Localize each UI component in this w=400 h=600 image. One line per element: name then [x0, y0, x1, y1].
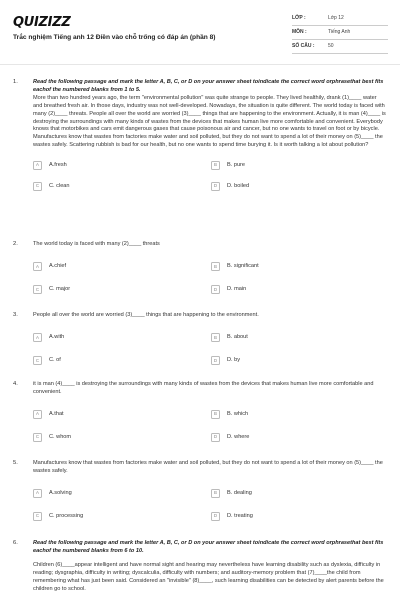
question-number: 4. — [13, 381, 18, 387]
option-d[interactable] — [211, 510, 253, 522]
question-number: 6. — [13, 540, 18, 546]
meta-row-count — [292, 40, 388, 54]
option-letter-box: C — [33, 285, 42, 294]
option-letter-box: A — [33, 410, 42, 419]
option-text: D. treating — [227, 512, 253, 519]
option-a[interactable] — [33, 261, 66, 273]
option-d[interactable] — [211, 284, 246, 296]
option-text: C. of — [49, 356, 61, 363]
question-instruction: Read the following passage and mark the letter A, B, C, or D on your answer sheet toindicate the correct word orphrasethat best fits eachof the numbered blanks from 6 to 10. — [33, 540, 384, 554]
option-letter-box: B — [211, 333, 220, 342]
header — [0, 0, 400, 64]
option-text: B. significant — [227, 262, 259, 269]
meta-value: 50 — [328, 43, 334, 50]
question-number: 1. — [13, 79, 18, 85]
option-d[interactable] — [211, 431, 249, 443]
option-letter-box: C — [33, 356, 42, 365]
option-text: A.solving — [49, 489, 72, 496]
meta-value: Lớp 12 — [328, 15, 344, 22]
option-text: D. boiled — [227, 182, 250, 189]
answer-options — [33, 408, 387, 442]
answer-options — [33, 487, 387, 521]
option-text: A.that — [49, 410, 64, 417]
option-a[interactable] — [33, 487, 72, 499]
meta-value: Tiếng Anh — [328, 29, 351, 36]
question-passage: Children (6)____appear intelligent and have normal sight and hearing may nevertheless have learning disability such as dyslexia, difficulty in reading; dysgraphia, difficulty in writing; dyscalculia, difficulty with numbers; and auditory-memory problem that (7)____the child from remembering what has just been said. Considered an "invisible" (8)____, such learning disabilities can be detected by alert parents before the children go to school. — [33, 562, 384, 592]
option-text: C. clean — [49, 182, 70, 189]
option-c[interactable] — [33, 431, 71, 443]
option-letter-box: D — [211, 356, 220, 365]
question-4 — [13, 381, 387, 442]
option-text: B. about — [227, 333, 248, 340]
option-b[interactable] — [211, 408, 248, 420]
option-c[interactable] — [33, 180, 70, 192]
option-text: D. by — [227, 356, 241, 363]
option-a[interactable] — [33, 408, 64, 420]
option-c[interactable] — [33, 510, 83, 522]
meta-table — [292, 12, 388, 54]
option-text: A.chief — [49, 262, 67, 269]
option-b[interactable] — [211, 159, 245, 171]
meta-row-subject — [292, 26, 388, 40]
question-1 — [13, 79, 387, 193]
option-letter-box: C — [33, 182, 42, 191]
option-text: C. major — [49, 285, 71, 292]
option-letter-box: D — [211, 512, 220, 521]
option-text: B. pure — [227, 161, 246, 168]
option-c[interactable] — [33, 355, 61, 367]
option-letter-box: A — [33, 333, 42, 342]
option-a[interactable] — [33, 332, 64, 344]
option-letter-box: B — [211, 161, 220, 170]
option-b[interactable] — [211, 332, 248, 344]
question-5 — [13, 460, 387, 521]
option-letter-box: D — [211, 285, 220, 294]
option-letter-box: C — [33, 512, 42, 521]
option-letter-box: A — [33, 161, 42, 170]
question-text: The world today is faced with many (2)____ threats — [33, 241, 160, 247]
option-d[interactable] — [211, 180, 249, 192]
meta-label: MÔN : — [292, 29, 307, 36]
answer-options — [33, 159, 387, 193]
question-number: 5. — [13, 460, 18, 466]
option-text: A.fresh — [49, 161, 67, 168]
option-a[interactable] — [33, 159, 67, 171]
option-text: D. main — [227, 285, 247, 292]
option-c[interactable] — [33, 284, 70, 296]
option-d[interactable] — [211, 355, 240, 367]
question-text: it is man (4)____ is destroying the surroundings with many kinds of wastes from the devices that makes human live more comfortable and convenient. — [33, 381, 374, 395]
option-letter-box: C — [33, 433, 42, 442]
question-text: People all over the world are worried (3)____ things that are happening to the environment. — [33, 312, 259, 318]
question-number: 3. — [13, 312, 18, 318]
option-letter-box: D — [211, 182, 220, 191]
question-2 — [13, 241, 387, 295]
meta-row-class — [292, 12, 388, 26]
option-letter-box: B — [211, 410, 220, 419]
option-letter-box: D — [211, 433, 220, 442]
option-text: B. dealing — [227, 489, 252, 496]
option-letter-box: B — [211, 489, 220, 498]
answer-options — [33, 261, 387, 295]
question-3 — [13, 312, 387, 366]
question-number: 2. — [13, 241, 18, 247]
option-text: D. where — [227, 433, 250, 440]
answer-options — [33, 332, 387, 366]
page-title: Trắc nghiệm Tiếng anh 12 Điền vào chỗ trống có đáp án (phần 8) — [13, 34, 216, 41]
option-text: C. processing — [49, 512, 84, 519]
option-text: A.with — [49, 333, 65, 340]
option-letter-box: A — [33, 262, 42, 271]
question-6 — [13, 540, 387, 593]
option-b[interactable] — [211, 487, 252, 499]
option-text: B. which — [227, 410, 249, 417]
meta-label: LỚP : — [292, 15, 306, 22]
question-instruction: Read the following passage and mark the letter A, B, C, or D on your answer sheet toindicate the correct word orphrasethat best fits eachof the numbered blanks from 1 to 5. — [33, 79, 384, 93]
meta-label: SỐ CÂU : — [292, 43, 315, 50]
option-letter-box: B — [211, 262, 220, 271]
header-divider — [0, 64, 400, 65]
option-letter-box: A — [33, 489, 42, 498]
question-passage: More than two hundred years ago, the term "environmental pollution" was quite strange to people. They lived healthily, drank (1)____ water and breathed fresh air. In those days, industry was not well-developed. Nowadays, the situation is quite different. The world today is faced with many (2)____ threats. People all over the world are worried (3)____ things that are happening to the environment. Actually, it is man (4)____ is destroying the surroundings with many kinds of wastes from the devices that makes human live more comfortable and convenient. Everybody knows that motorbikes and cars emit dangerous gases that cause poisonous air and cancer, but no one wants to travel on foot or by bicycle. Manufactures know that wastes from factories make water and soil polluted, but they do not want to spend a lot of their money on (5)____ the wastes safely. Scattering rubbish is bad for our health, but no one wants to spend time burying it. Is it worth talking a lot about pollution? — [33, 95, 386, 148]
question-text: Manufactures know that wastes from factories make water and soil polluted, but they do not want to spend a lot of their money on (5)____ the wastes safely. — [33, 460, 383, 474]
option-text: C. whom — [49, 433, 72, 440]
option-b[interactable] — [211, 261, 259, 273]
quizizz-logo[interactable]: QUIZIZZ — [13, 15, 71, 30]
